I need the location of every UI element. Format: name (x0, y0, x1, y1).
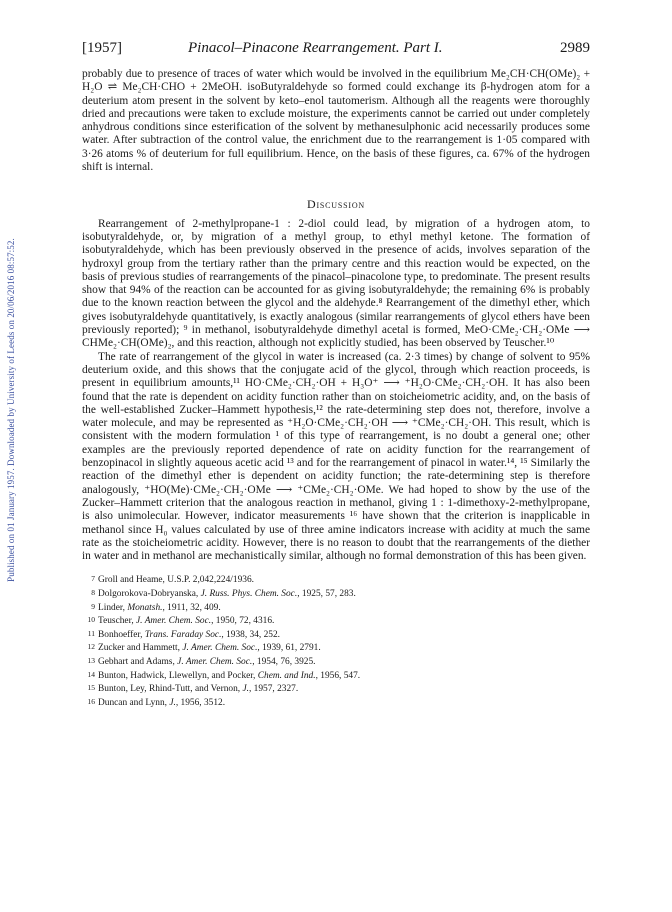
reference-journal: J. (242, 684, 249, 695)
reference-text: Groll and Heame, U.S.P. 2,042,224/1936. (98, 575, 254, 586)
reference-details: , 1956, 547. (315, 670, 361, 681)
header-title: Pinacol–Pinacone Rearrangement. Part I. (188, 40, 443, 56)
reference-authors: Zucker and Hammett, (98, 643, 183, 654)
reference-authors: Gebhart and Adams, (98, 656, 178, 667)
intro-paragraph: probably due to presence of traces of water which would be involved in the equilibrium Me₂CH·CH(OMe)₂ + H₂O ⇌ Me₂CH·CHO + 2MeOH. isoButyraldehyde so formed could exchange its β-hydrogen atom for a deuterium atom present in the solvent by keto–enol tautomerism. Although all the reagents were thoroughly dried and precautions were taken to exclude moisture, the experiments cannot be carried out under completely anhydrous conditions since esterification of the solvent by methanesulphonic acid necessarily produces some water. After subtraction of the control value, the enrichment due to the rearrangement is 1·05 compared with 3·26 atoms % of deuterium for full equilibrium. Hence, on the basis of these figures, ca. 67% of the hydrogen shift is internal. (82, 68, 590, 174)
running-header (82, 40, 590, 62)
section-heading: Discussion (306, 197, 365, 212)
page-number: 2989 (560, 40, 590, 56)
reference-item (82, 655, 590, 669)
download-watermark-text: Published on 01 January 1957. Downloaded by University of Leeds on 20/06/2016 08:57:52. (6, 238, 16, 582)
reference-journal: J. (169, 697, 176, 708)
reference-number: 11 (87, 628, 95, 638)
reference-item (82, 696, 590, 710)
reference-number: 13 (87, 655, 95, 665)
reference-number: 14 (87, 669, 95, 679)
reference-number: 8 (91, 587, 95, 597)
reference-details: , 1938, 34, 252. (221, 629, 281, 640)
reference-journal: J. Amer. Chem. Soc. (136, 616, 212, 627)
discussion-paragraph-1: Rearrangement of 2-methylpropane-1 : 2-diol could lead, by migration of a hydrogen atom, to isobutyraldehyde, or, by migration of a methyl group, to ethyl methyl ketone. The formation of isobutyraldehyde, which has been previously observed in the presence of acids, involves separation of the hydroxyl group from the tertiary rather than the primary centre and this reaction would be expected, on the basis of previous studies of rearrangements of the pinacol–pinacolone type, to predominate. The present results show that 94% of the reaction can be accounted for as giving isobutyraldehyde; the remaining 6% is probably due to the known reaction between the glycol and the aldehyde.⁸ Rearrangement of the dimethyl ether, which gives isobutyraldehyde quantitatively, is exactly analogous (similar rearrangements of glycol ethers have been previously reported); ⁹ in methanol, isobutyraldehyde dimethyl acetal is formed, MeO·CMe₂·CH₂·OMe ⟶ CHMe₂·CH(OMe)₂, and this reaction, although not explicitly studied, has been observed by Teuscher.¹⁰ (82, 217, 590, 350)
reference-journal: J. Amer. Chem. Soc. (182, 643, 258, 654)
reference-authors: Dolgorokova-Dobryanska, (98, 588, 201, 599)
reference-authors: Teuscher, (98, 616, 137, 627)
reference-details: , 1911, 32, 409. (162, 602, 221, 613)
reference-item (82, 628, 590, 642)
reference-item (82, 641, 590, 655)
reference-item (82, 573, 590, 587)
reference-number: 16 (87, 696, 95, 706)
reference-details: , 1954, 76, 3925. (252, 656, 316, 667)
download-watermark (4, 130, 18, 690)
reference-authors: Bunton, Hadwick, Llewellyn, and Pocker, (98, 670, 258, 681)
reference-details: , 1925, 57, 283. (297, 588, 356, 599)
reference-journal: Monatsh. (127, 602, 163, 613)
reference-details: , 1939, 61, 2791. (257, 643, 321, 654)
reference-details: , 1956, 3512. (175, 697, 226, 708)
reference-details: , 1957, 2327. (248, 684, 299, 695)
reference-journal: J. Amer. Chem. Soc. (177, 656, 253, 667)
reference-number: 15 (87, 683, 95, 693)
reference-number: 10 (87, 615, 95, 625)
reference-authors: Bonhoeffer, (98, 629, 145, 640)
reference-number: 7 (91, 574, 95, 584)
reference-number: 12 (87, 642, 95, 652)
reference-number: 9 (91, 601, 95, 611)
reference-details: , 1950, 72, 4316. (211, 616, 275, 627)
reference-journal: Trans. Faraday Soc. (144, 629, 222, 640)
reference-journal: J. Russ. Phys. Chem. Soc. (200, 588, 298, 599)
reference-item (82, 682, 590, 696)
article-body (82, 68, 590, 709)
reference-journal: Chem. and Ind. (257, 670, 316, 681)
reference-authors: Linder, (98, 602, 128, 613)
reference-item (82, 601, 590, 615)
reference-authors: Duncan and Lynn, (98, 697, 170, 708)
header-year: [1957] (82, 40, 122, 56)
discussion-paragraph-2: The rate of rearrangement of the glycol in water is increased (ca. 2·3 times) by change of solvent to 95% deuterium oxide, and this shows that the conjugate acid of the glycol, through which reaction proceeds, is present in equilibrium amounts,¹¹ HO·CMe₂·CH₂·OH + H₃O⁺ ⟶ ⁺H₂O·CMe₂·CH₂·OH. It has also been found that the rate is dependent on acidity function rather than on stoicheiometric acidity, and, on the basis of the well-established Zucker–Hammett hypothesis,¹² the rate-determining step does not, therefore, involve a water molecule, and may be represented as ⁺H₂O·CMe₂·CH₂·OH ⟶ ⁺CMe₂·CH₂·OH. This result, which is consistent with the modern formulation ¹ of this type of rearrangement, is no doubt a general one; other examples are the previously reported dependence of rate on acidity function for the rearrangement of benzopinacol in slightly aqueous acetic acid ¹³ and for the rearrangement of pinacol in water.¹⁴, ¹⁵ Similarly the reaction of the dimethyl ether is dependent on acidity function; the rate-determining step is therefore analogously, ⁺HO(Me)·CMe₂·CH₂·OMe ⟶ ⁺CMe₂·CH₂·OMe. We had hoped to show by the use of the Zucker–Hammett criterion that the analogous reaction in methanol, giving 1 : 1-dimethoxy-2-methylpropane, is also unimolecular. However, indicator measurements ¹⁶ have shown that the criterion is inapplicable in methanol since H₀ values calculated by use of three amine indicators increase with acidity at much the same rate as the stoicheiometric acidity. However, there is no reason to doubt that the rearrangements of the diether in water and in methanol are mechanistically similar, although no formal demonstration of this has been given. (82, 350, 590, 563)
footnote-references (82, 573, 590, 709)
reference-item (82, 614, 590, 628)
reference-item (82, 669, 590, 683)
reference-authors: Bunton, Ley, Rhind-Tutt, and Vernon, (98, 684, 243, 695)
reference-item (82, 587, 590, 601)
